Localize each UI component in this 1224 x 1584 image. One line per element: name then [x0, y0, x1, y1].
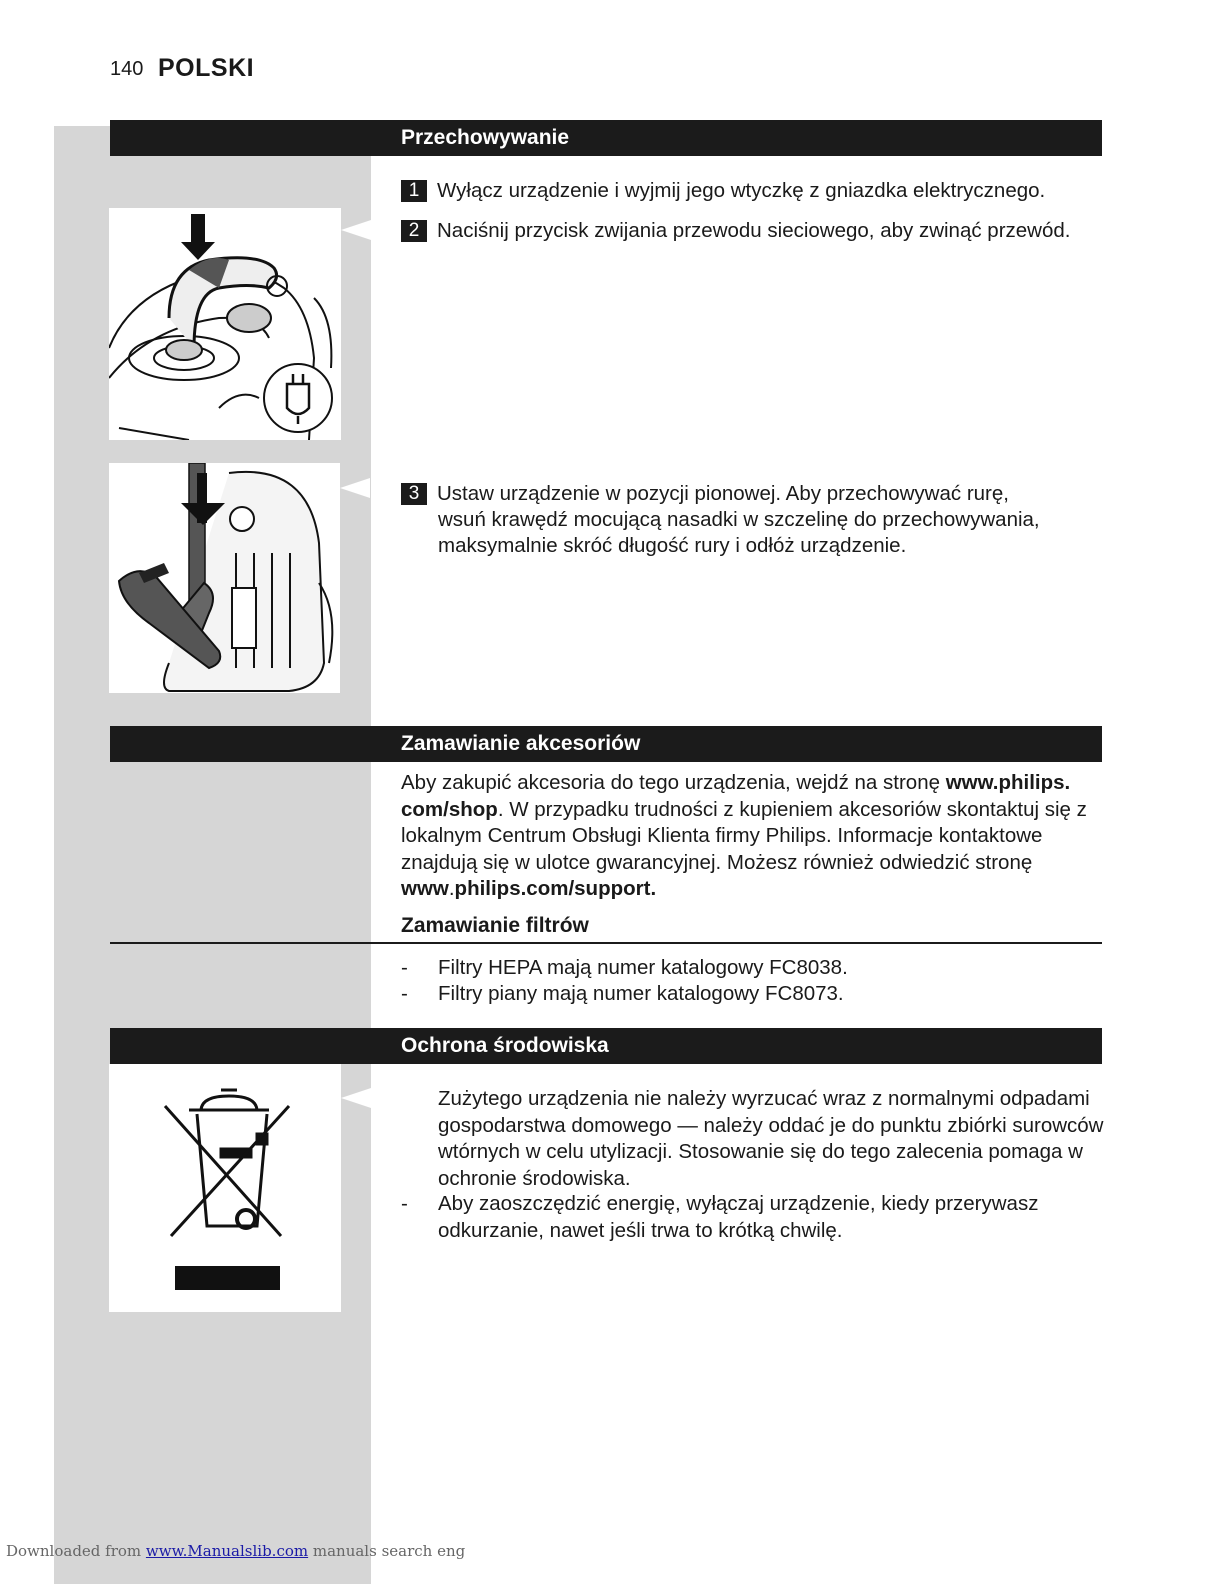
environment-text: Aby zaoszczędzić energię, wyłączaj urządzenie, kiedy przerywasz odkurzanie, nawet jeśli trwa to krótką chwilę.: [438, 1192, 1039, 1242]
filter-item-text: Filtry HEPA mają numer katalogowy FC8038.: [438, 956, 848, 979]
accessories-paragraph: [401, 770, 1106, 903]
language-heading: POLSKI: [158, 54, 255, 82]
shop-link-cont[interactable]: com/shop: [401, 797, 498, 821]
vacuum-cord-rewind-illustration: [109, 208, 341, 440]
step-1: [401, 178, 1111, 204]
dash-bullet: -: [401, 982, 408, 1005]
figure-pointer: [341, 1088, 371, 1108]
filter-item: [401, 955, 1111, 982]
step-text-line: wsuń krawędź mocującą nasadki w szczelinę do przechowywania,: [438, 508, 1040, 531]
environment-item: [401, 1191, 1111, 1244]
support-link-www[interactable]: www: [401, 877, 449, 900]
step-text-line: maksymalnie skróć długość rury i odłóż urządzenie.: [438, 534, 907, 557]
section-bar-environment: [110, 1028, 1102, 1064]
footer-text: manuals search eng: [308, 1542, 466, 1560]
step-2: [401, 218, 1111, 244]
subsection-title: Zamawianie filtrów: [401, 914, 589, 937]
environment-item: [401, 1086, 1111, 1192]
cord-rewind-figure: [109, 208, 341, 440]
step-number: 2: [401, 220, 427, 242]
step-text: Wyłącz urządzenie i wyjmij jego wtyczkę z gniazdka elektrycznego.: [437, 179, 1046, 202]
crossed-out-wheelie-bin-icon: [109, 1064, 341, 1264]
dash-bullet: -: [401, 956, 408, 979]
step-number: 1: [401, 180, 427, 202]
upright-storage-figure: [109, 463, 340, 693]
subsection-rule: [110, 942, 1102, 944]
shop-link[interactable]: www.philips.: [945, 771, 1071, 794]
figure-pointer: [340, 478, 370, 498]
paragraph-text: Aby zakupić akcesoria do tego urządzenia, wejdź na stronę: [401, 771, 946, 794]
paragraph-text: . W przypadku trudności z kupieniem akcesoriów skontaktuj się z lokalnym Centrum Obsługi Klienta firmy Philips. Informacje kontaktowe znajdują się w ulotce gwarancyjnej. Możesz również odwiedzić stronę: [401, 797, 1087, 874]
footer: [6, 1542, 465, 1560]
footer-text: Downloaded from: [6, 1542, 146, 1560]
section-title: Ochrona środowiska: [401, 1034, 609, 1057]
manualslib-link[interactable]: www.Manualslib.com: [145, 1542, 309, 1560]
weee-bar: [175, 1266, 280, 1290]
vacuum-upright-storage-illustration: [109, 463, 340, 693]
filter-item-text: Filtry piany mają numer katalogowy FC8073.: [438, 982, 844, 1005]
section-title: Przechowywanie: [401, 126, 570, 149]
dash-bullet: -: [401, 1192, 408, 1215]
step-text: Naciśnij przycisk zwijania przewodu sieciowego, aby zwinąć przewód.: [437, 219, 1071, 242]
support-link-dot: .: [448, 877, 455, 900]
filter-item: [401, 981, 1111, 1008]
step-text: Ustaw urządzenie w pozycji pionowej. Aby przechowywać rurę,: [437, 482, 1009, 505]
environment-text: Zużytego urządzenia nie należy wyrzucać wraz z normalnymi odpadami gospodarstwa domowego — należy oddać je do punktu zbiórki surowców wtórnych w celu utylizacji. Stosowanie się do tego zalecenia pomaga w ochronie środowiska.: [438, 1087, 1104, 1190]
support-link[interactable]: philips.com/support.: [454, 877, 657, 900]
section-title: Zamawianie akcesoriów: [401, 732, 641, 755]
section-bar-accessories: [110, 726, 1102, 762]
page-number: 140: [110, 58, 144, 80]
section-bar-storage: [110, 120, 1102, 156]
step-number: 3: [401, 483, 427, 505]
figure-pointer: [341, 220, 371, 240]
step-3: [401, 481, 1111, 559]
